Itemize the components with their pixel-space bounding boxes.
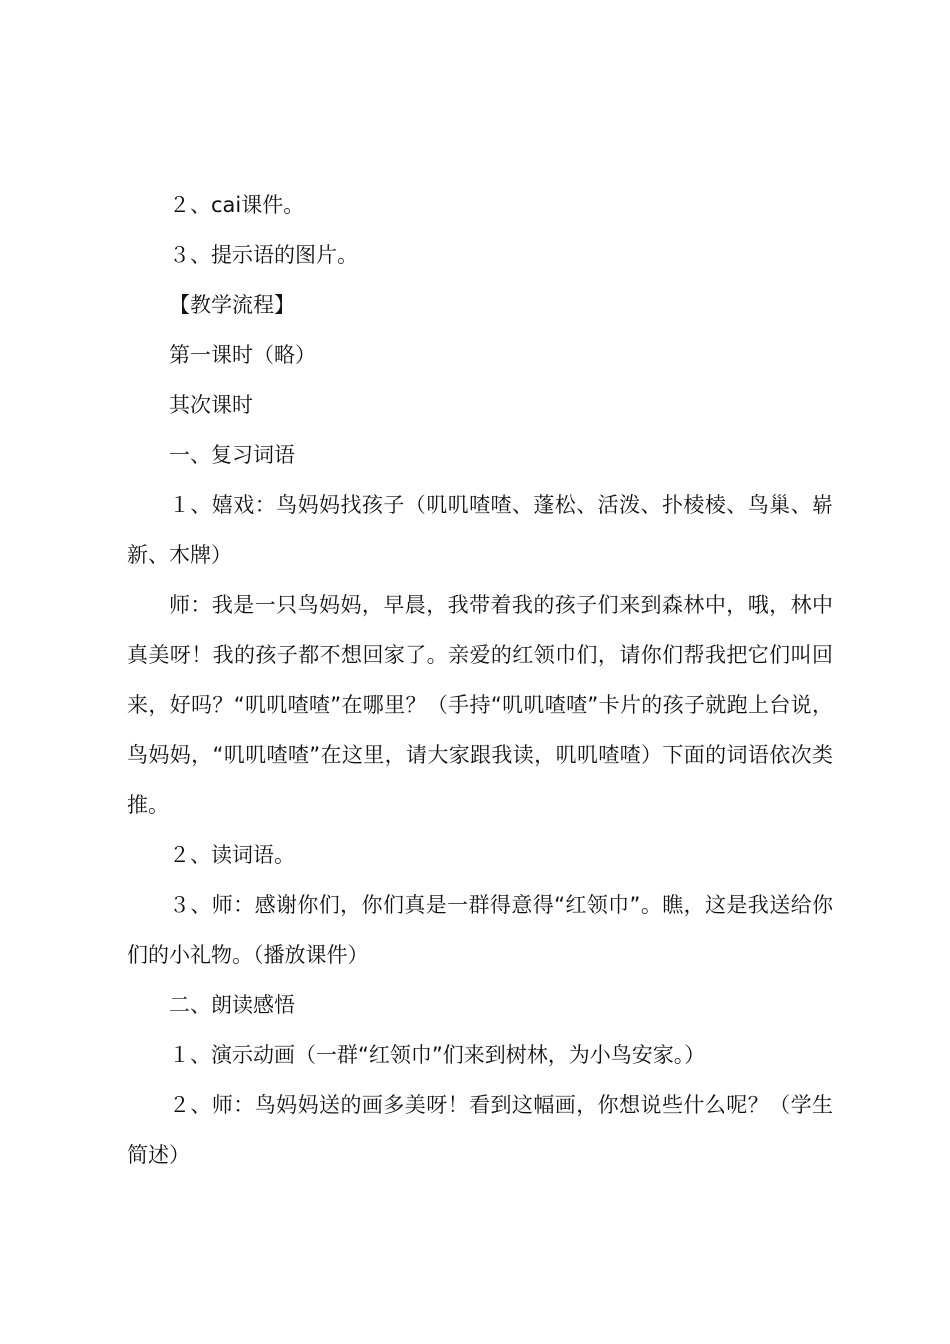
- paragraph-animation: １、演示动画（一群“红领巾”们来到树林，为小鸟安家。）: [169, 1043, 706, 1067]
- paragraph-game: １、嬉戏：鸟妈妈找孩子（叽叽喳喳、蓬松、活泼、扑棱棱、鸟巢、崭新、木牌）: [127, 493, 833, 567]
- paragraph-teacher-thanks: ３、师：感谢你们，你们真是一群得意得“红领巾”。瞧，这是我送给你们的小礼物。（播放课件）: [127, 893, 833, 967]
- lesson-heading-first: 第一课时（略）: [169, 343, 316, 367]
- section-heading-teaching-process: 【教学流程】: [169, 293, 295, 317]
- section-heading-review: 一、复习词语: [169, 443, 295, 467]
- paragraph-materials-pictures: ３、提示语的图片。: [169, 243, 358, 267]
- paragraph-read-words: ２、读词语。: [169, 843, 295, 867]
- paragraph-materials-cai: ２、cai课件。: [169, 193, 305, 217]
- paragraph-teacher-intro: 师：我是一只鸟妈妈，早晨，我带着我的孩子们来到森林中，哦，林中真美呀！我的孩子都不想回家了。亲爱的红领巾们，请你们帮我把它们叫回来，好吗？“叽叽喳喳”在哪里？（手持“叽叽喳喳”卡片的孩子就跑上台说，鸟妈妈，“叽叽喳喳”在这里，请大家跟我读，叽叽喳喳）下面的词语依次类推。: [127, 593, 833, 817]
- section-heading-reading: 二、朗读感悟: [169, 993, 295, 1017]
- paragraph-teacher-question: ２、师：鸟妈妈送的画多美呀！看到这幅画，你想说些什么呢？（学生简述）: [127, 1093, 833, 1167]
- lesson-heading-second: 其次课时: [169, 393, 253, 417]
- document-body: [127, 180, 833, 1180]
